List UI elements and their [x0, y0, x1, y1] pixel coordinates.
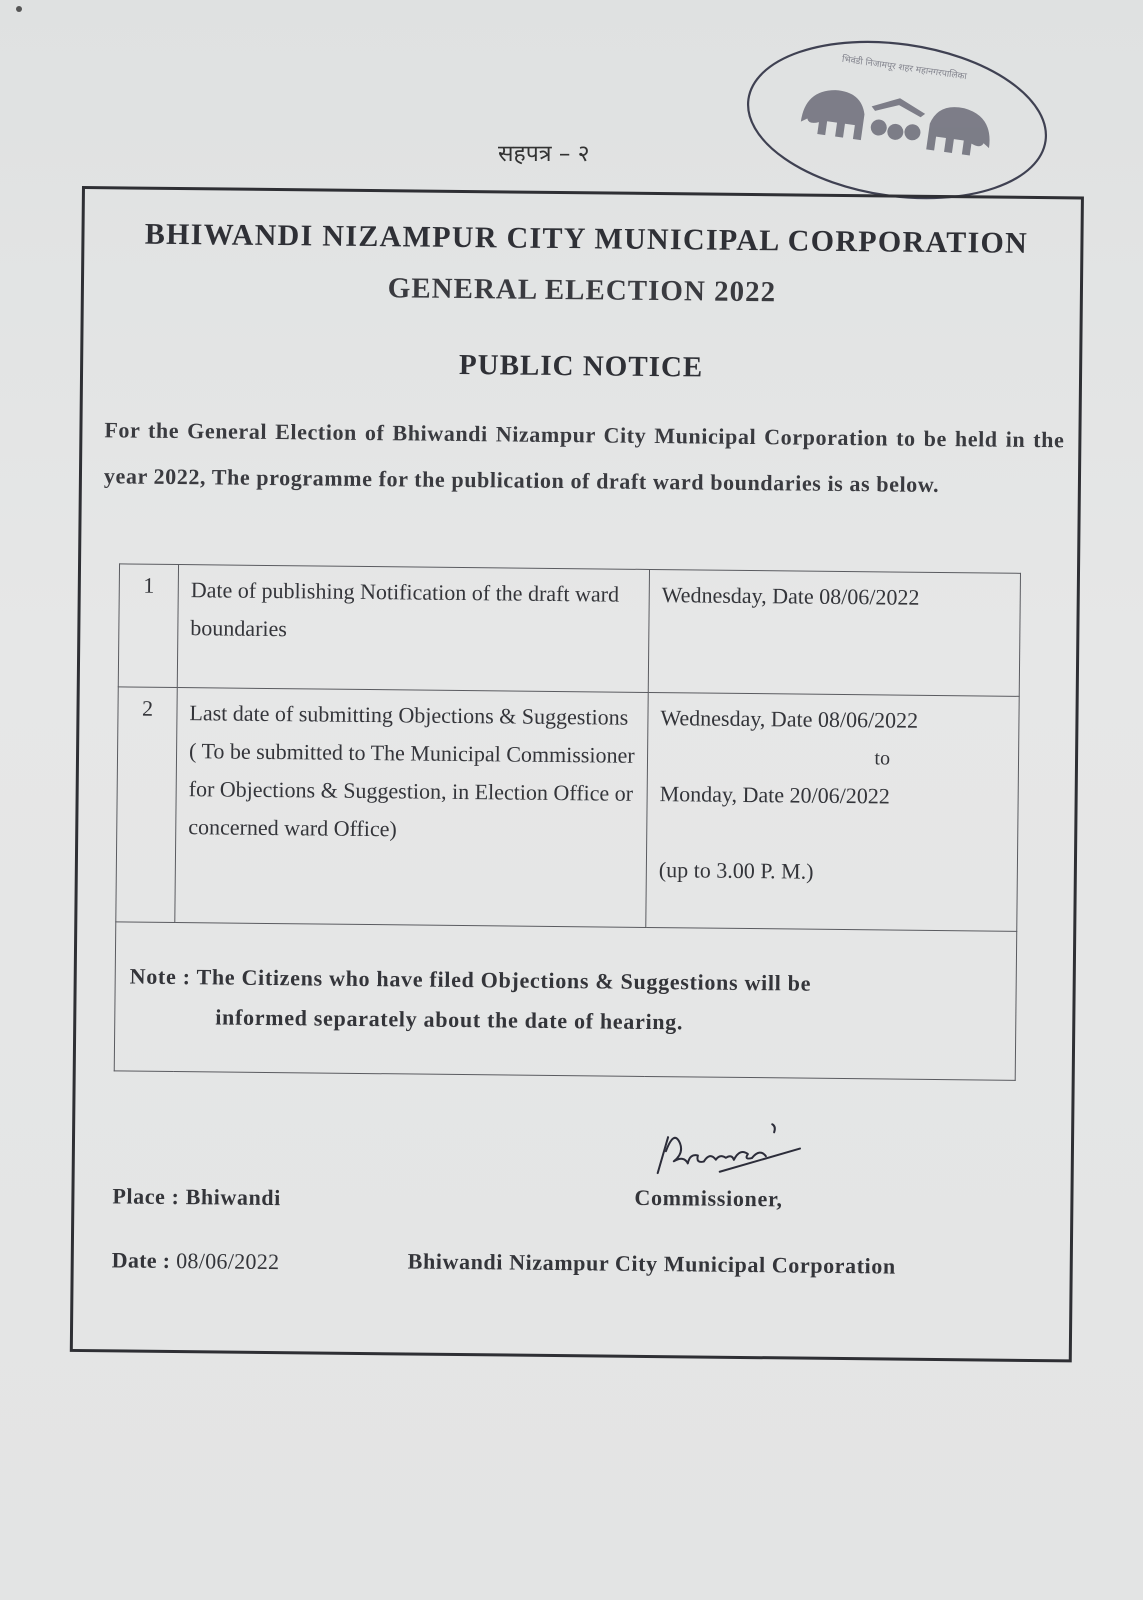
place-label: Place : [112, 1183, 180, 1210]
date-from: Wednesday, Date 08/06/2022 [660, 705, 919, 733]
schedule-table [114, 563, 1021, 1080]
commissioner-signature [650, 1115, 821, 1187]
note-label: Note : [129, 963, 191, 990]
date-to-word: to [874, 747, 891, 770]
official-seal [732, 19, 1061, 221]
row-number: 2 [116, 687, 177, 923]
note-text-line2: informed separately about the date of hearing. [215, 1004, 684, 1035]
note-text-line1: The Citizens who have filed Objections & Suggestions will be [196, 964, 812, 996]
row-description [175, 688, 648, 928]
row-description-main: Last date of submitting Objections & Suggestions ( To be submitted to The Municipal Commissioner for Objections & Suggestion, in Election [188, 700, 635, 805]
place [112, 1183, 281, 1211]
election-title: GENERAL ELECTION 2022 [387, 272, 777, 309]
place-value: Bhiwandi [185, 1184, 282, 1211]
notice-title: PUBLIC NOTICE [458, 348, 704, 384]
intro-paragraph: For the General Election of Bhiwandi Nizampur City Municipal Corporation to be held in the year 2022, The programme for the publication of draft ward boundaries is as below. [103, 417, 1065, 497]
issue-date [112, 1247, 280, 1275]
table-row [118, 564, 1020, 696]
row-date: Wednesday, Date 08/06/2022 [648, 569, 1020, 696]
row-number: 1 [118, 564, 178, 688]
date-to: Monday, Date 20/06/2022 [659, 781, 890, 809]
date-value: 08/06/2022 [176, 1248, 280, 1275]
signatory-organization: Bhiwandi Nizampur City Municipal Corporation [407, 1248, 896, 1279]
note-row [114, 922, 1017, 1080]
corporation-title: BHIWANDI NIZAMPUR CITY MUNICIPAL CORPORATION [144, 217, 1029, 260]
notice-frame [70, 186, 1084, 1362]
note-cell [114, 922, 1017, 1080]
row-date-range [646, 692, 1019, 931]
date-label: Date : [111, 1247, 171, 1273]
speck [16, 6, 22, 12]
seal-text: भिवंडी निजामपूर शहर महानगरपालिका [841, 54, 968, 83]
signatory-title: Commissioner, [634, 1184, 783, 1212]
annexure-label: सहपत्र – २ [498, 141, 590, 167]
table-row [116, 687, 1019, 931]
row-description-last: Office or concerned ward Office) [188, 779, 634, 842]
row-description: Date of publishing Notification of the draft ward boundaries [177, 565, 649, 693]
note [115, 922, 1016, 1045]
time-note: (up to 3.00 P. M.) [658, 857, 814, 884]
